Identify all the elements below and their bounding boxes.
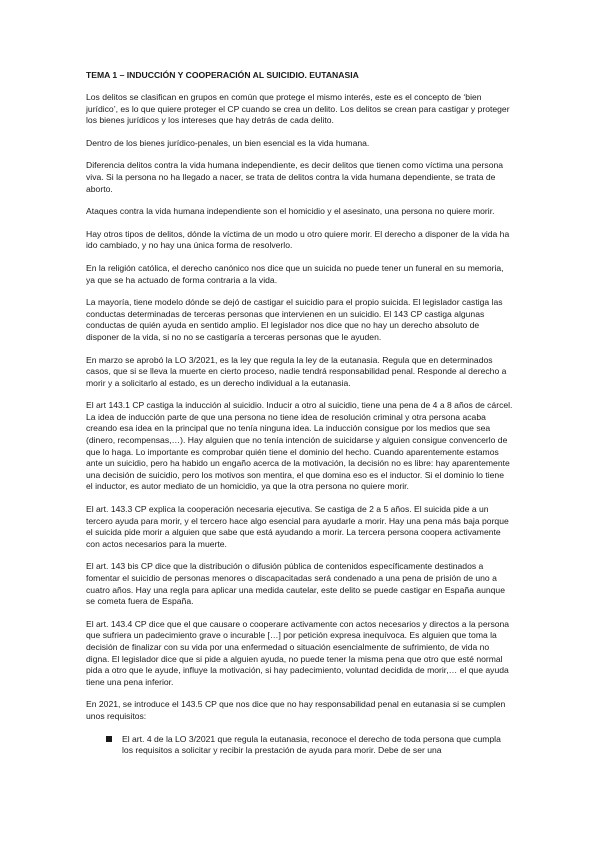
paragraph: El art. 143 bis CP dice que la distribución o difusión pública de contenidos específicamente destinados a fomentar el suicidio de personas menores o discapacitadas será condenado a una pena de prisión de uno a cuatro años. Hay una regla para aplicar una medida cautelar, este delito se puede castigar en España aunque se cometa fuera de España. — [86, 561, 505, 607]
list-item-text: El art. 4 de la LO 3/2021 que regula la eutanasia, reconoce el derecho de toda persona que cumpla los requisitos a solicitar y recibir la prestación de ayuda para morir. Debe de ser una — [122, 733, 501, 756]
paragraph: En marzo se aprobó la LO 3/2021, es la ley que regula la ley de la eutanasia. Regula que en determinados casos, que si se lleva la muerte en cierto proceso, nadie tendrá responsabilidad penal. Responde al derecho a morir y a solicitarlo al estado, es un derecho individual a la eutanasia. — [86, 354, 507, 388]
paragraph: En la religión católica, el derecho canónico nos dice que un suicida no puede tener un funeral en su memoria, ya que se ha actuado de forma contraria a la vida. — [86, 262, 504, 285]
paragraph: La mayoría, tiene modelo dónde se dejó de castigar el suicidio para el propio suicida. El legislador castiga las conductas determinadas de terceras personas que intervienen en un suicidio. El 143 CP castiga algunas conductas de quién ayuda en sentido amplio. El legislador nos dice que no hay un derecho absoluto de disponer de la vida, si no no se castigaría a terceras personas que le ayuden. — [86, 297, 503, 342]
paragraph: Diferencia delitos contra la vida humana independiente, es decir delitos que tienen como víctima una persona viva. Si la persona no ha llegado a nacer, se trata de delitos contra la vida humana dependiente, se trata de aborto. — [86, 160, 504, 194]
square-bullet-icon — [106, 736, 112, 742]
paragraph: El art. 143.3 CP explica la cooperación necesaria ejecutiva. Se castiga de 2 a 5 años. El suicida pide a un tercero ayuda para morir, y el tercero hace algo esencial para ayudarle a morir. Hay una pena más baja porque el suicida pide morir a alguien que sabe que está ayudando a morir. La tercera persona coopera activamente con actos necesarios para la muerte. — [86, 504, 509, 549]
paragraph: El art. 143.4 CP dice que el que causare o cooperare activamente con actos necesarios y directos a la persona que sufriera un padecimiento grave o incurable […] por petición expresa inequívoca. Es alguien que toma la decisión de finalizar con su vida por una enfermedad o situación esencialmente de sufrimiento, de vida no digna. El legislador dice que si pide a alguien ayuda, no puede tener la misma pena que otro que esté normal pida a otro que le ayude, influye la motivación, si hay padecimiento, voluntad decidida de morir,… el que ayuda tiene una pena inferior. — [86, 618, 510, 687]
paragraph: En 2021, se introduce el 143.5 CP que nos dice que no hay responsabilidad penal en eutanasia si se cumplen unos requisitos: — [86, 699, 506, 721]
requirements-list — [86, 734, 513, 757]
paragraph: Los delitos se clasifican en grupos en común que protege el mismo interés, este es el concepto de ‘bien jurídico’, es lo que quiere proteger el CP cuando se crea un delito. Los delitos se crean para castigar y proteger los bienes jurídicos y los intereses que hay detrás de cada delito. — [86, 92, 510, 126]
paragraph: Ataques contra la vida humana independiente son el homicidio y el asesinato, una persona no quiere morir. — [86, 206, 495, 217]
paragraph: Dentro de los bienes jurídico-penales, un bien esencial es la vida humana. — [86, 137, 370, 148]
paragraph: Hay otros tipos de delitos, dónde la víctima de un modo u otro quiere morir. El derecho a disponer de la vida ha ido cambiado, y no hay una única forma de resolverlo. — [86, 228, 510, 251]
paragraph: El art 143.1 CP castiga la inducción al suicidio. Inducir a otro al suicidio, tiene una pena de 4 a 8 años de cárcel. La idea de inducción parte de que una persona no tiene idea de resolución criminal y otra persona acaba creando esa idea en la principal que no tenía ninguna idea. La inducción consigue por los medios que sea (dinero, recompensas,…). Hay alguien que no tenía intención de suicidarse y alguien consigue convencerlo de que lo haga. Lo importante es comprobar quién tiene el dominio del hecho. Cuando aparentemente estamos ante un suicidio, pero ha habido un engaño acerca de la motivación, la decisión no es libre: hay aparentemente una decisión de suicidio, pero los motivos son mentira, el que domina eso es el inductor. Si el dominio lo tiene el inductor, es autor mediato de un homicidio, ya que la otra persona no quiere morir. — [86, 400, 513, 492]
document-title: TEMA 1 – INDUCCIÓN Y COOPERACIÓN AL SUICIDIO. EUTANASIA — [86, 70, 359, 80]
list-item — [106, 734, 513, 757]
